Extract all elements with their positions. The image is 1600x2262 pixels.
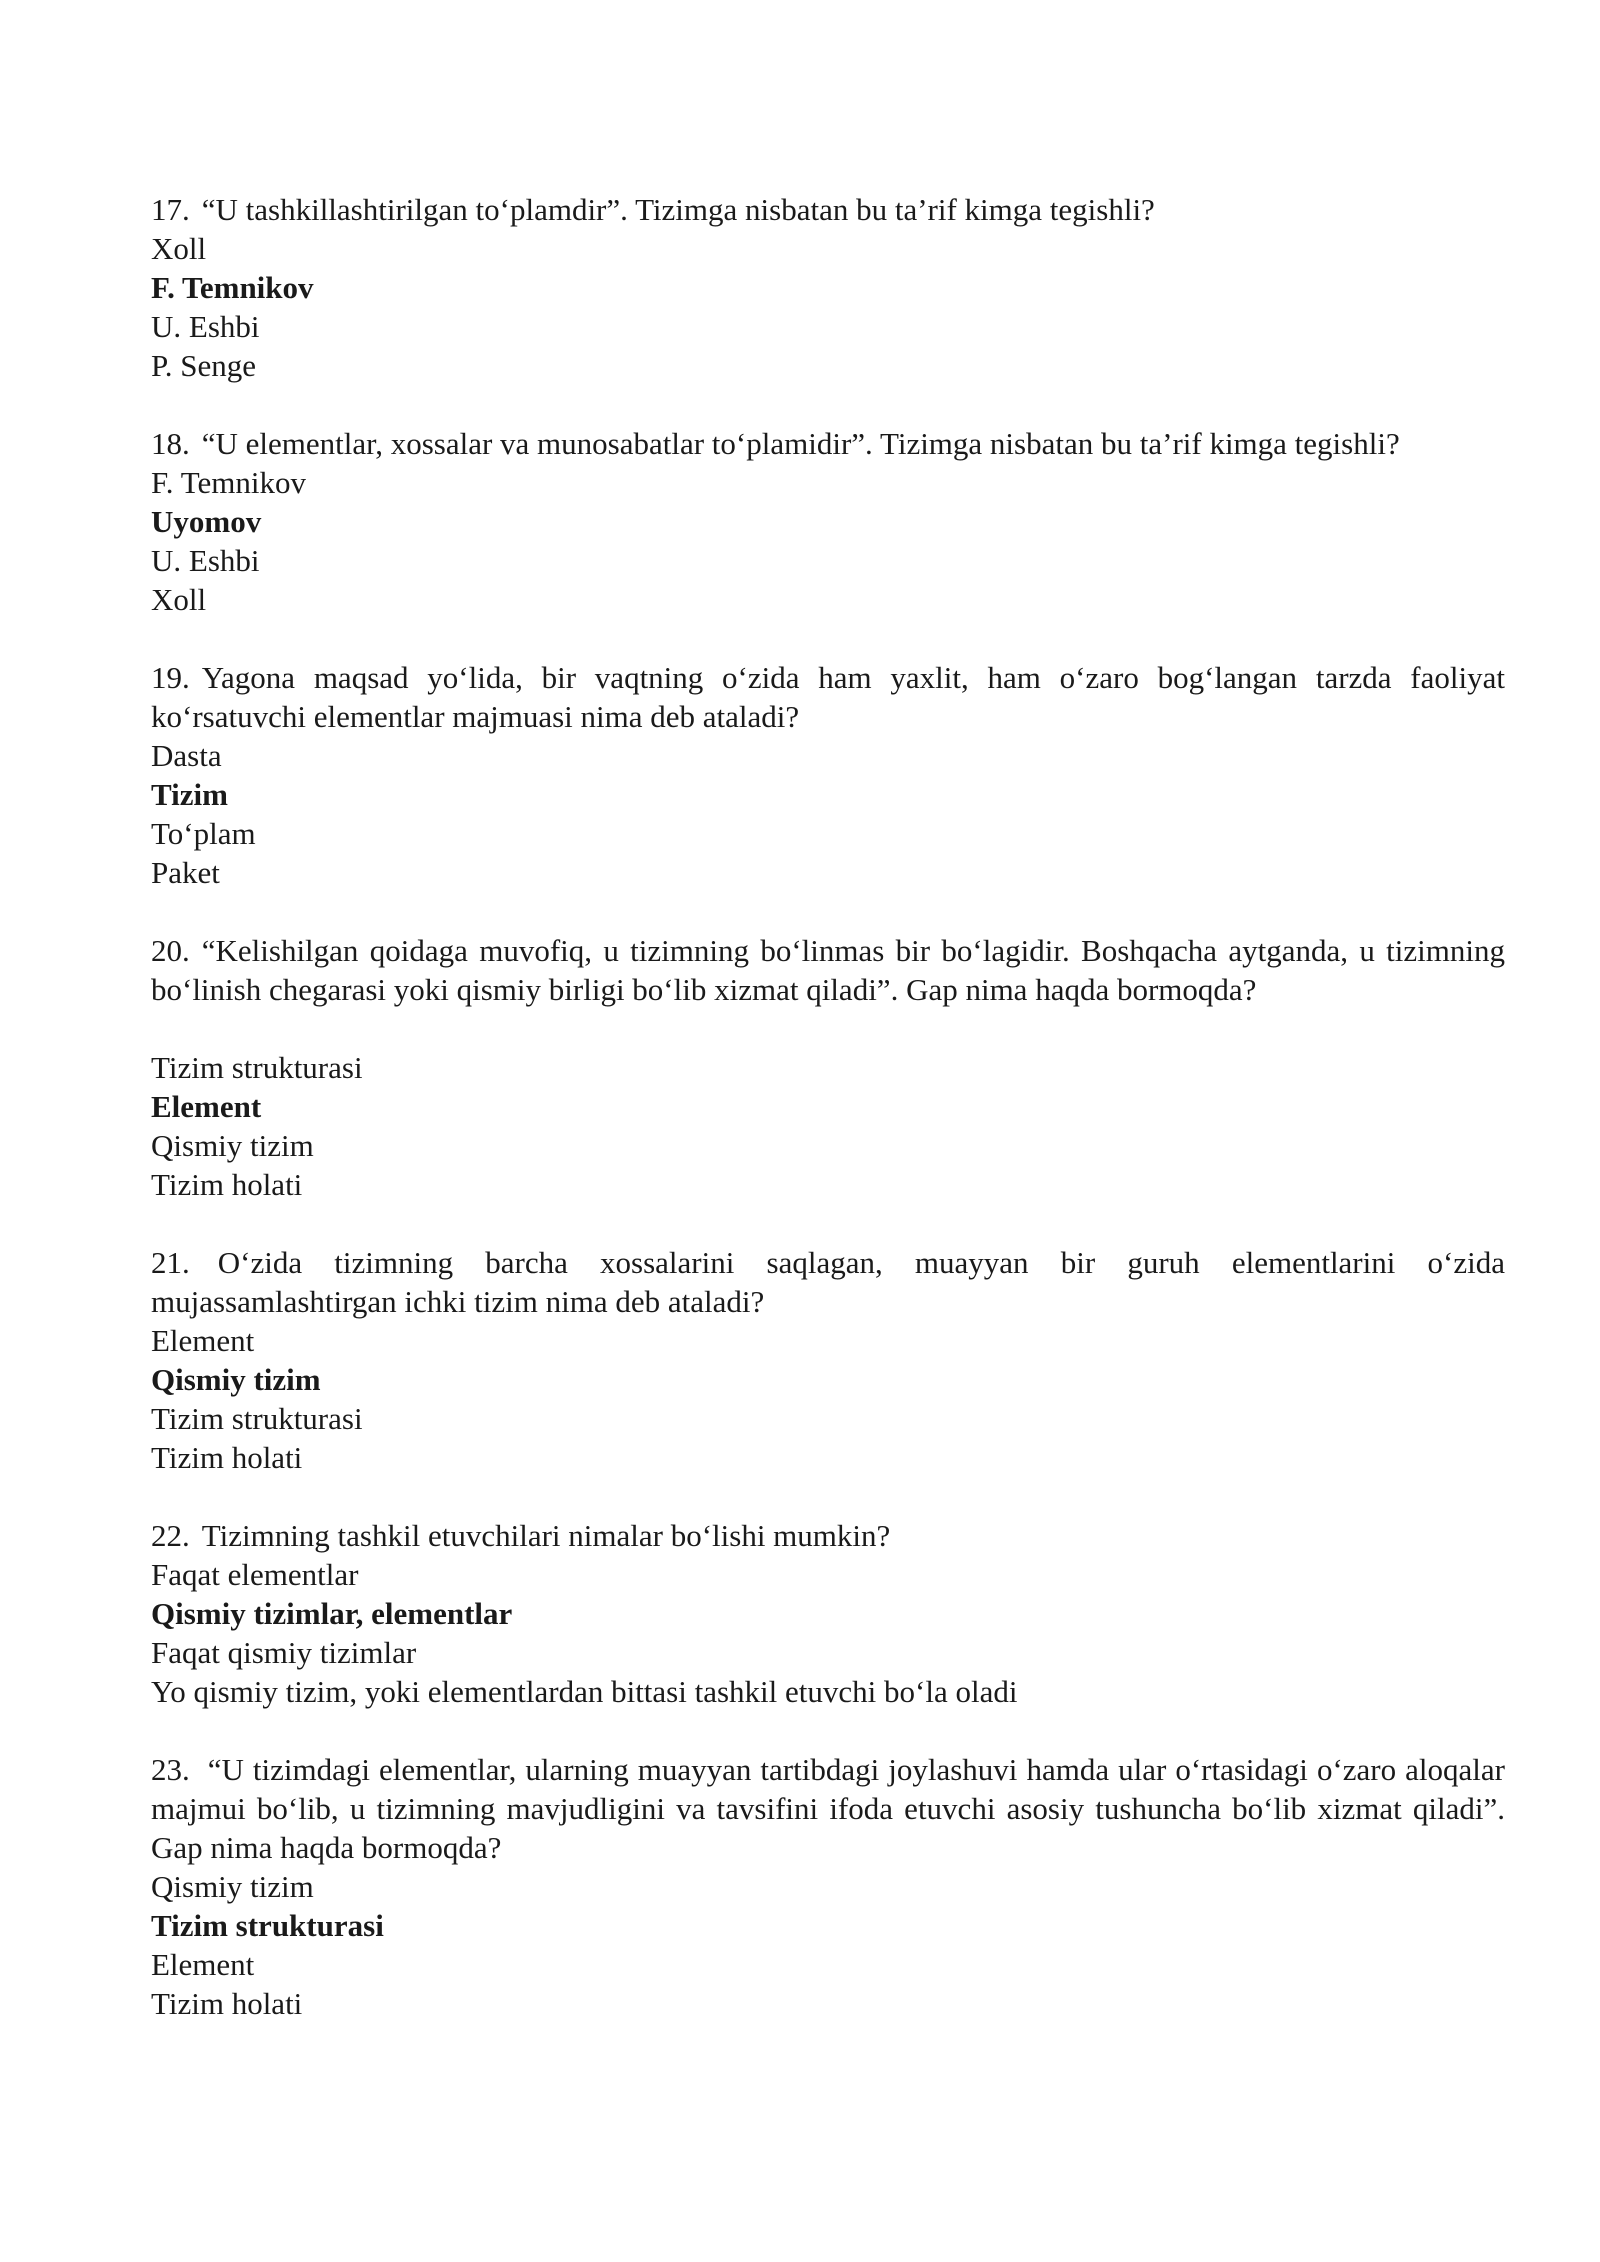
- answer-option: Yo qismiy tizim, yoki elementlardan bittasi tashkil etuvchi bo‘la oladi: [151, 1674, 1018, 1709]
- answer-option: Xoll: [151, 582, 207, 617]
- question-text: [151, 1750, 1505, 1867]
- answer-option-correct: Qismiy tizim: [151, 1362, 321, 1397]
- question-number: 18.: [151, 426, 190, 461]
- question-number: 23.: [151, 1752, 190, 1787]
- question-body: “U tashkillashtirilgan to‘plamdir”. Tizimga nisbatan bu ta’rif kimga tegishli?: [201, 192, 1155, 227]
- answer-option: Tizim holati: [151, 1167, 303, 1202]
- question-text: [151, 1516, 1505, 1555]
- answer-option: Dasta: [151, 738, 222, 773]
- answer-option: Qismiy tizim: [151, 1128, 314, 1163]
- answer-option-correct: F. Temnikov: [151, 270, 314, 305]
- question-number: 21.: [151, 1245, 190, 1280]
- question-body: O‘zida tizimning barcha xossalarini saqlagan, muayyan bir guruh elementlarini o‘zida mujassamlashtirgan ichki tizim nima deb ataladi?: [151, 1245, 1505, 1319]
- question-20: [151, 931, 1505, 1204]
- question-number: 17.: [151, 192, 190, 227]
- answer-option: U. Eshbi: [151, 309, 260, 344]
- answer-option: Tizim strukturasi: [151, 1401, 363, 1436]
- answer-option: Faqat qismiy tizimlar: [151, 1635, 417, 1670]
- question-text: [151, 190, 1505, 229]
- answer-option: Qismiy tizim: [151, 1869, 314, 1904]
- answer-option: Tizim holati: [151, 1440, 303, 1475]
- answer-option: Xoll: [151, 231, 207, 266]
- answer-option: F. Temnikov: [151, 465, 306, 500]
- answer-option: P. Senge: [151, 348, 257, 383]
- question-number: 20.: [151, 933, 190, 968]
- question-21: [151, 1243, 1505, 1477]
- answer-option: To‘plam: [151, 816, 256, 851]
- question-text: [151, 931, 1505, 1009]
- question-text: [151, 1243, 1505, 1321]
- answer-option: Tizim holati: [151, 1986, 303, 2021]
- question-18: [151, 424, 1505, 619]
- question-number: 19.: [151, 660, 190, 695]
- question-body: “Kelishilgan qoidaga muvofiq, u tizimning bo‘linmas bir bo‘lagidir. Boshqacha aytganda, u tizimning bo‘linish chegarasi yoki qismiy birligi bo‘lib xizmat qiladi”. Gap nima haqda bormoqda?: [151, 933, 1505, 1007]
- answer-option: Element: [151, 1323, 255, 1358]
- blank-line: [151, 1009, 1505, 1048]
- question-text: [151, 658, 1505, 736]
- answer-option: Paket: [151, 855, 220, 890]
- answer-option-correct: Tizim strukturasi: [151, 1908, 384, 1943]
- answer-option: Faqat elementlar: [151, 1557, 359, 1592]
- question-body: “U elementlar, xossalar va munosabatlar to‘plamidir”. Tizimga nisbatan bu ta’rif kimga tegishli?: [201, 426, 1400, 461]
- question-22: [151, 1516, 1505, 1711]
- answer-option-correct: Tizim: [151, 777, 228, 812]
- question-number: 22.: [151, 1518, 190, 1553]
- answer-option: U. Eshbi: [151, 543, 260, 578]
- answer-option: Tizim strukturasi: [151, 1050, 363, 1085]
- document-page: [151, 190, 1505, 2062]
- answer-option-correct: Qismiy tizimlar, elementlar: [151, 1596, 513, 1631]
- question-body: Tizimning tashkil etuvchilari nimalar bo‘lishi mumkin?: [201, 1518, 891, 1553]
- question-body: Yagona maqsad yo‘lida, bir vaqtning o‘zida ham yaxlit, ham o‘zaro bog‘langan tarzda faoliyat ko‘rsatuvchi elementlar majmuasi nima deb ataladi?: [151, 660, 1505, 734]
- question-body: “U tizimdagi elementlar, ularning muayyan tartibdagi joylashuvi hamda ular o‘rtasidagi o‘zaro aloqalar majmui bo‘lib, u tizimning mavjudligini va tavsifini ifoda etuvchi asosiy tushuncha bo‘lib xizmat qiladi”. Gap nima haqda bormoqda?: [151, 1752, 1505, 1865]
- answer-option-correct: Element: [151, 1089, 262, 1124]
- question-text: [151, 424, 1505, 463]
- question-23: [151, 1750, 1505, 2023]
- answer-option-correct: Uyomov: [151, 504, 262, 539]
- question-19: [151, 658, 1505, 892]
- answer-option: Element: [151, 1947, 255, 1982]
- question-17: [151, 190, 1505, 385]
